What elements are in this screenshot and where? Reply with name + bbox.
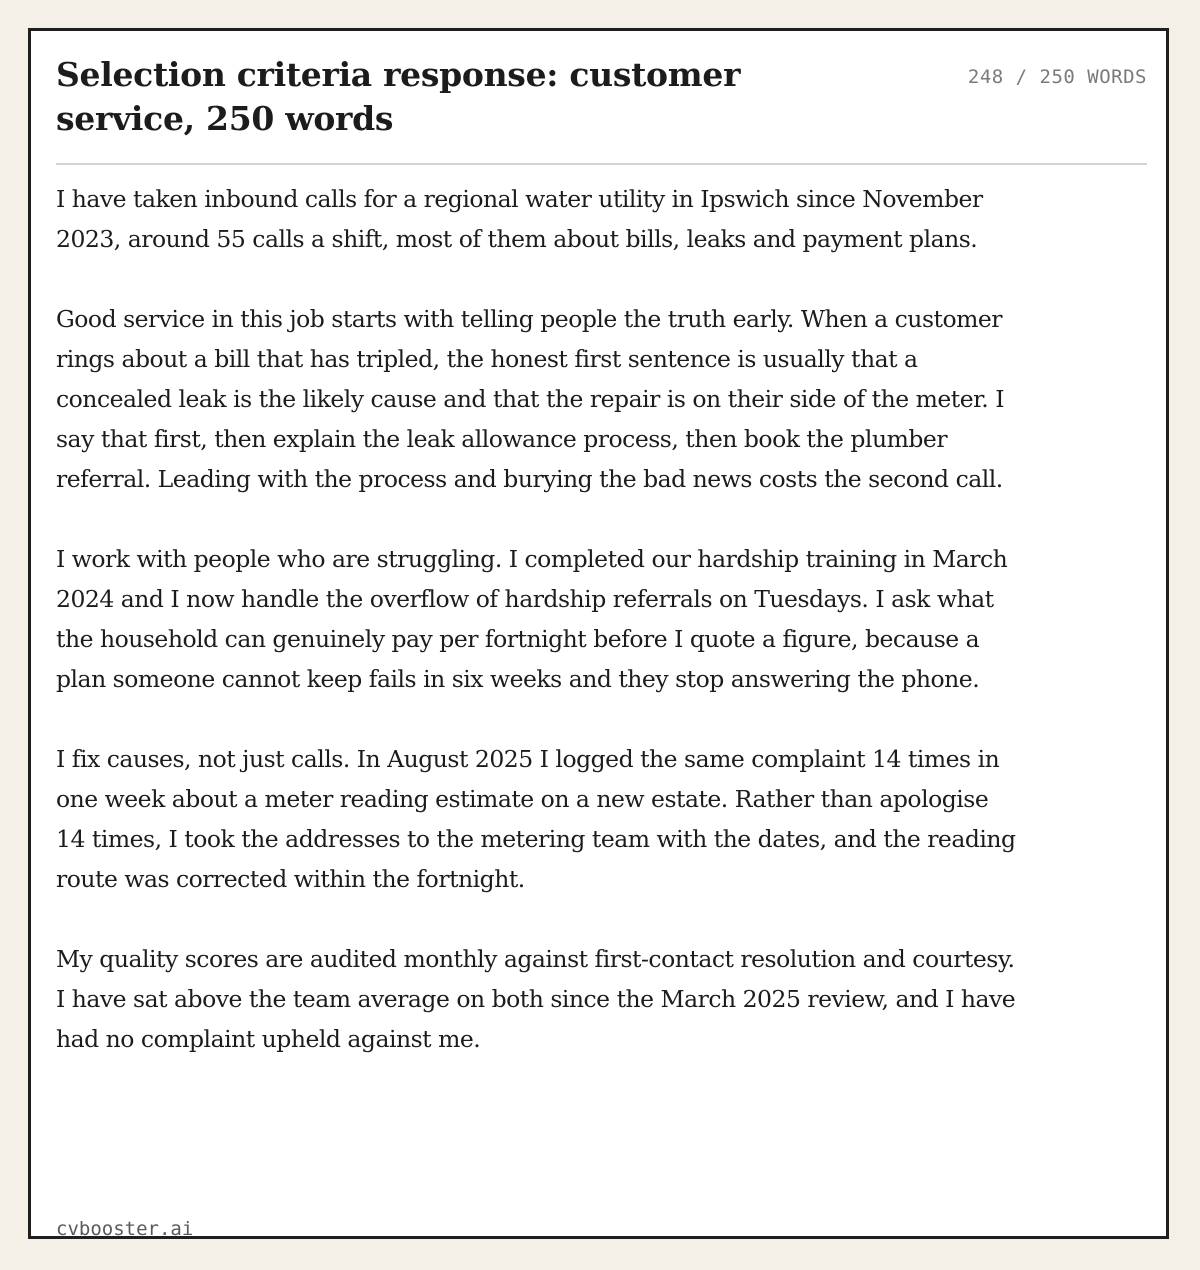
word-count-badge: 248 / 250 WORDS [967, 66, 1147, 88]
document-card [28, 28, 1169, 1239]
document-header [56, 53, 1147, 165]
paragraph-3: I work with people who are struggling. I completed our hardship training in March 2024 and I now handle the overflow of hardship referrals on Tuesdays. I ask what the household can genuinely pay per fortnight before I quote a figure, because a plan someone cannot keep fails in six weeks and they stop answering the phone. [56, 545, 1008, 693]
paragraph-4: I fix causes, not just calls. In August 2025 I logged the same complaint 14 times in one week about a meter reading estimate on a new estate. Rather than apologise 14 times, I took the addresses to the metering team with the dates, and the reading route was corrected within the fortnight. [56, 745, 1016, 893]
response-body [56, 179, 1016, 1059]
paragraph-2: Good service in this job starts with telling people the truth early. When a customer rings about a bill that has tripled, the honest first sentence is usually that a concealed leak is the likely cause and that the repair is on their side of the meter. I say that first, then explain the leak allowance process, then book the plumber referral. Leading with the process and burying the bad news costs the second call. [56, 305, 1005, 493]
footer-brand: cvbooster.ai [56, 1218, 194, 1240]
paragraph-1: I have taken inbound calls for a regional water utility in Ipswich since November 2023, around 55 calls a shift, most of them about bills, leaks and payment plans. [56, 185, 983, 253]
paragraph-5: My quality scores are audited monthly against first-contact resolution and courtesy. I have sat above the team average on both since the March 2025 review, and I have had no complaint upheld against me. [56, 945, 1016, 1053]
document-title: Selection criteria response: customer service, 250 words [56, 55, 741, 138]
